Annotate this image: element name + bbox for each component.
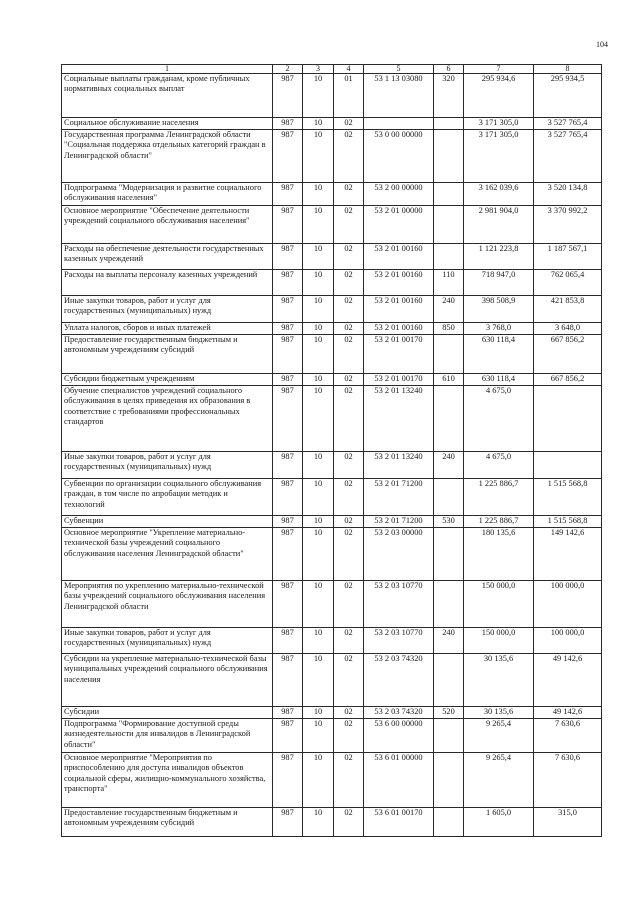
target-article-code: 53 2 03 00000 xyxy=(364,528,434,581)
item-name: Субсидии xyxy=(62,707,273,719)
section-code: 10 xyxy=(303,374,334,386)
target-article-code: 53 2 01 13240 xyxy=(364,452,434,479)
amount-year-1: 1 225 886,7 xyxy=(464,516,534,528)
expense-type-code xyxy=(434,719,464,753)
expense-type-code: 850 xyxy=(434,323,464,335)
subsection-code: 02 xyxy=(334,386,364,452)
subsection-code: 02 xyxy=(334,654,364,707)
section-code: 10 xyxy=(303,452,334,479)
target-article-code xyxy=(364,118,434,130)
subsection-code: 02 xyxy=(334,581,364,628)
item-name: Субвенции по организации социального обслуживания граждан, в том числе по апробации методик и технологий xyxy=(62,479,273,516)
section-code: 10 xyxy=(303,628,334,654)
amount-year-2: 149 142,6 xyxy=(534,528,602,581)
table-row xyxy=(62,528,602,581)
amount-year-1: 1 121 223,8 xyxy=(464,244,534,270)
table-body xyxy=(62,74,602,837)
item-name: Мероприятия по укреплению материально-технической базы учреждений социального обслуживания населения Ленинградской области xyxy=(62,581,273,628)
section-code: 10 xyxy=(303,581,334,628)
section-code: 10 xyxy=(303,386,334,452)
section-code: 10 xyxy=(303,118,334,130)
item-name: Социальное обслуживание населения xyxy=(62,118,273,130)
expense-type-code: 110 xyxy=(434,270,464,296)
section-code: 10 xyxy=(303,206,334,244)
table-row xyxy=(62,386,602,452)
ministry-code: 987 xyxy=(273,479,303,516)
target-article-code: 53 6 00 00000 xyxy=(364,719,434,753)
item-name: Расходы на выплаты персоналу казенных учреждений xyxy=(62,270,273,296)
subsection-code: 02 xyxy=(334,183,364,206)
expense-type-code: 320 xyxy=(434,74,464,118)
expense-type-code xyxy=(434,335,464,374)
column-header: 5 xyxy=(364,65,434,74)
amount-year-1: 150 000,0 xyxy=(464,628,534,654)
amount-year-1: 3 768,0 xyxy=(464,323,534,335)
table-row xyxy=(62,270,602,296)
item-name: Подпрограмма "Формирование доступной среды жизнедеятельности для инвалидов в Ленинградской области" xyxy=(62,719,273,753)
subsection-code: 02 xyxy=(334,753,364,808)
item-name: Субвенции xyxy=(62,516,273,528)
column-header: 1 xyxy=(62,65,273,74)
section-code: 10 xyxy=(303,753,334,808)
ministry-code: 987 xyxy=(273,516,303,528)
table-row xyxy=(62,581,602,628)
item-name: Основное мероприятие "Укрепление материально- технической базы учреждений социального обслуживания населения Ленинградской области" xyxy=(62,528,273,581)
ministry-code: 987 xyxy=(273,74,303,118)
ministry-code: 987 xyxy=(273,707,303,719)
amount-year-2: 3 370 992,2 xyxy=(534,206,602,244)
amount-year-2: 3 648,0 xyxy=(534,323,602,335)
section-code: 10 xyxy=(303,323,334,335)
section-code: 10 xyxy=(303,808,334,837)
amount-year-1: 295 934,6 xyxy=(464,74,534,118)
expense-type-code xyxy=(434,386,464,452)
subsection-code: 02 xyxy=(334,707,364,719)
item-name: Государственная программа Ленинградской области "Социальная поддержка отдельных категорий граждан в Ленинградской области" xyxy=(62,130,273,183)
section-code: 10 xyxy=(303,244,334,270)
subsection-code: 02 xyxy=(334,628,364,654)
column-header: 8 xyxy=(534,65,602,74)
table-row xyxy=(62,628,602,654)
subsection-code: 02 xyxy=(334,270,364,296)
amount-year-1: 3 171 305,0 xyxy=(464,118,534,130)
subsection-code: 02 xyxy=(334,452,364,479)
subsection-code: 02 xyxy=(334,374,364,386)
amount-year-2: 49 142,6 xyxy=(534,654,602,707)
item-name: Предоставление государственным бюджетным и автономным учреждениям субсидий xyxy=(62,335,273,374)
item-name: Подпрограмма "Модернизация и развитие социального обслуживания населения" xyxy=(62,183,273,206)
table-row xyxy=(62,479,602,516)
ministry-code: 987 xyxy=(273,270,303,296)
amount-year-2: 100 000,0 xyxy=(534,628,602,654)
subsection-code: 02 xyxy=(334,118,364,130)
target-article-code: 53 2 01 00170 xyxy=(364,374,434,386)
column-header: 4 xyxy=(334,65,364,74)
amount-year-2: 762 065,4 xyxy=(534,270,602,296)
target-article-code: 53 2 01 00000 xyxy=(364,206,434,244)
item-name: Основное мероприятие "Обеспечение деятельности учреждений социального обслуживания населения" xyxy=(62,206,273,244)
amount-year-1: 3 171 305,0 xyxy=(464,130,534,183)
expense-type-code: 520 xyxy=(434,707,464,719)
ministry-code: 987 xyxy=(273,244,303,270)
target-article-code: 53 2 03 74320 xyxy=(364,707,434,719)
amount-year-1: 398 508,9 xyxy=(464,296,534,323)
target-article-code: 53 2 01 71200 xyxy=(364,516,434,528)
column-header: 7 xyxy=(464,65,534,74)
amount-year-2: 1 515 568,8 xyxy=(534,516,602,528)
table-row xyxy=(62,130,602,183)
ministry-code: 987 xyxy=(273,528,303,581)
expense-type-code xyxy=(434,528,464,581)
ministry-code: 987 xyxy=(273,654,303,707)
ministry-code: 987 xyxy=(273,323,303,335)
amount-year-2: 667 856,2 xyxy=(534,374,602,386)
table-row xyxy=(62,183,602,206)
amount-year-2 xyxy=(534,452,602,479)
section-code: 10 xyxy=(303,707,334,719)
ministry-code: 987 xyxy=(273,118,303,130)
subsection-code: 02 xyxy=(334,808,364,837)
expense-type-code: 610 xyxy=(434,374,464,386)
amount-year-1: 180 135,6 xyxy=(464,528,534,581)
amount-year-1: 30 135,6 xyxy=(464,707,534,719)
amount-year-1: 2 981 904,0 xyxy=(464,206,534,244)
table-row xyxy=(62,296,602,323)
item-name: Иные закупки товаров, работ и услуг для государственных (муниципальных) нужд xyxy=(62,628,273,654)
amount-year-1: 9 265,4 xyxy=(464,719,534,753)
amount-year-2: 315,0 xyxy=(534,808,602,837)
ministry-code: 987 xyxy=(273,452,303,479)
expense-type-code: 240 xyxy=(434,296,464,323)
amount-year-2: 3 527 765,4 xyxy=(534,130,602,183)
section-code: 10 xyxy=(303,719,334,753)
target-article-code: 53 2 03 74320 xyxy=(364,654,434,707)
item-name: Обучение специалистов учреждений социального обслуживания в целях приведения их образования в соответствие с требованиями профессиональных стандартов xyxy=(62,386,273,452)
amount-year-2: 100 000,0 xyxy=(534,581,602,628)
section-code: 10 xyxy=(303,516,334,528)
amount-year-2: 7 630,6 xyxy=(534,753,602,808)
amount-year-2: 421 853,8 xyxy=(534,296,602,323)
table-row xyxy=(62,118,602,130)
item-name: Субсидии на укрепление материально-технической базы муниципальных учреждений социального обслуживания населения xyxy=(62,654,273,707)
amount-year-1: 3 162 039,6 xyxy=(464,183,534,206)
item-name: Иные закупки товаров, работ и услуг для государственных (муниципальных) нужд xyxy=(62,452,273,479)
table-row xyxy=(62,719,602,753)
amount-year-1: 1 225 886,7 xyxy=(464,479,534,516)
amount-year-2: 3 520 134,8 xyxy=(534,183,602,206)
section-code: 10 xyxy=(303,183,334,206)
amount-year-1: 4 675,0 xyxy=(464,386,534,452)
item-name: Расходы на обеспечение деятельности государственных казенных учреждений xyxy=(62,244,273,270)
item-name: Иные закупки товаров, работ и услуг для государственных (муниципальных) нужд xyxy=(62,296,273,323)
subsection-code: 02 xyxy=(334,516,364,528)
amount-year-1: 718 947,0 xyxy=(464,270,534,296)
expense-type-code xyxy=(434,581,464,628)
table-row xyxy=(62,753,602,808)
amount-year-2: 49 142,6 xyxy=(534,707,602,719)
expense-type-code xyxy=(434,479,464,516)
section-code: 10 xyxy=(303,74,334,118)
target-article-code: 53 1 13 03080 xyxy=(364,74,434,118)
ministry-code: 987 xyxy=(273,183,303,206)
subsection-code: 01 xyxy=(334,74,364,118)
subsection-code: 02 xyxy=(334,323,364,335)
table-row xyxy=(62,654,602,707)
ministry-code: 987 xyxy=(273,581,303,628)
target-article-code: 53 2 01 13240 xyxy=(364,386,434,452)
target-article-code: 53 6 01 00170 xyxy=(364,808,434,837)
section-code: 10 xyxy=(303,654,334,707)
target-article-code: 53 2 01 71200 xyxy=(364,479,434,516)
table-row xyxy=(62,206,602,244)
column-header: 6 xyxy=(434,65,464,74)
target-article-code: 53 2 03 10770 xyxy=(364,581,434,628)
header-row xyxy=(62,65,602,74)
amount-year-2: 667 856,2 xyxy=(534,335,602,374)
amount-year-2: 7 630,6 xyxy=(534,719,602,753)
target-article-code: 53 0 00 00000 xyxy=(364,130,434,183)
section-code: 10 xyxy=(303,270,334,296)
table-row xyxy=(62,74,602,118)
subsection-code: 02 xyxy=(334,719,364,753)
amount-year-2: 1 187 567,1 xyxy=(534,244,602,270)
amount-year-2 xyxy=(534,386,602,452)
subsection-code: 02 xyxy=(334,206,364,244)
ministry-code: 987 xyxy=(273,335,303,374)
amount-year-1: 9 265,4 xyxy=(464,753,534,808)
amount-year-2: 295 934,5 xyxy=(534,74,602,118)
ministry-code: 987 xyxy=(273,130,303,183)
expense-type-code: 530 xyxy=(434,516,464,528)
expense-type-code xyxy=(434,118,464,130)
expense-type-code xyxy=(434,244,464,270)
budget-table xyxy=(61,64,602,837)
item-name: Предоставление государственным бюджетным и автономным учреждениям субсидий xyxy=(62,808,273,837)
amount-year-1: 4 675,0 xyxy=(464,452,534,479)
ministry-code: 987 xyxy=(273,374,303,386)
ministry-code: 987 xyxy=(273,628,303,654)
subsection-code: 02 xyxy=(334,335,364,374)
subsection-code: 02 xyxy=(334,130,364,183)
target-article-code: 53 2 01 00160 xyxy=(364,244,434,270)
subsection-code: 02 xyxy=(334,244,364,270)
item-name: Социальные выплаты гражданам, кроме публичных нормативных социальных выплат xyxy=(62,74,273,118)
expense-type-code: 240 xyxy=(434,628,464,654)
subsection-code: 02 xyxy=(334,528,364,581)
amount-year-1: 30 135,6 xyxy=(464,654,534,707)
section-code: 10 xyxy=(303,130,334,183)
ministry-code: 987 xyxy=(273,206,303,244)
ministry-code: 987 xyxy=(273,753,303,808)
expense-type-code xyxy=(434,808,464,837)
table-row xyxy=(62,707,602,719)
item-name: Субсидии бюджетным учреждениям xyxy=(62,374,273,386)
expense-type-code xyxy=(434,654,464,707)
table-row xyxy=(62,323,602,335)
target-article-code: 53 6 01 00000 xyxy=(364,753,434,808)
table-row xyxy=(62,808,602,837)
amount-year-1: 1 605,0 xyxy=(464,808,534,837)
target-article-code: 53 2 01 00160 xyxy=(364,296,434,323)
expense-type-code xyxy=(434,183,464,206)
column-header: 2 xyxy=(273,65,303,74)
target-article-code: 53 2 01 00160 xyxy=(364,270,434,296)
expense-type-code xyxy=(434,206,464,244)
amount-year-1: 150 000,0 xyxy=(464,581,534,628)
subsection-code: 02 xyxy=(334,479,364,516)
section-code: 10 xyxy=(303,479,334,516)
subsection-code: 02 xyxy=(334,296,364,323)
expense-type-code: 240 xyxy=(434,452,464,479)
column-header: 3 xyxy=(303,65,334,74)
amount-year-2: 1 515 568,8 xyxy=(534,479,602,516)
target-article-code: 53 2 01 00170 xyxy=(364,335,434,374)
table-row xyxy=(62,335,602,374)
ministry-code: 987 xyxy=(273,808,303,837)
target-article-code: 53 2 00 00000 xyxy=(364,183,434,206)
target-article-code: 53 2 03 10770 xyxy=(364,628,434,654)
expense-type-code xyxy=(434,753,464,808)
expense-type-code xyxy=(434,130,464,183)
ministry-code: 987 xyxy=(273,386,303,452)
ministry-code: 987 xyxy=(273,719,303,753)
page-number: 104 xyxy=(596,40,608,49)
amount-year-2: 3 527 765,4 xyxy=(534,118,602,130)
table-row xyxy=(62,374,602,386)
item-name: Уплата налогов, сборов и иных платежей xyxy=(62,323,273,335)
table-row xyxy=(62,244,602,270)
table-row xyxy=(62,452,602,479)
table-row xyxy=(62,516,602,528)
target-article-code: 53 2 01 00160 xyxy=(364,323,434,335)
ministry-code: 987 xyxy=(273,296,303,323)
amount-year-1: 630 118,4 xyxy=(464,374,534,386)
section-code: 10 xyxy=(303,528,334,581)
section-code: 10 xyxy=(303,335,334,374)
amount-year-1: 630 118,4 xyxy=(464,335,534,374)
item-name: Основное мероприятие "Мероприятия по приспособлению для доступа инвалидов объектов социальной сферы, жилищно-коммунального хозяйства, транспорта" xyxy=(62,753,273,808)
section-code: 10 xyxy=(303,296,334,323)
